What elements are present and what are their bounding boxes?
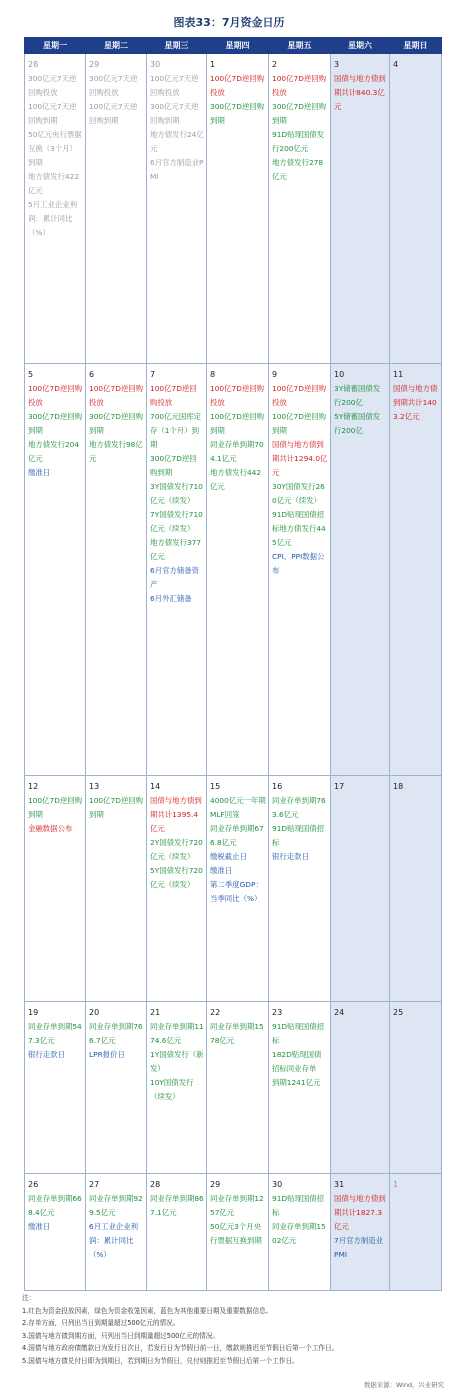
- calendar-event: 国债与地方债到期共计1294.0亿元: [272, 440, 328, 477]
- calendar-event: 缴税截止日: [210, 852, 247, 861]
- calendar-day-cell: [147, 54, 207, 364]
- calendar-event: 100亿7D逆回购投放: [272, 74, 327, 97]
- calendar-event: 1Y国债发行（新发）: [150, 1050, 204, 1073]
- calendar-week-row: [25, 776, 442, 1002]
- calendar-week-row: [25, 364, 442, 776]
- calendar-event: LPR报价日: [89, 1050, 125, 1059]
- calendar-event: 银行走款日: [28, 1050, 65, 1059]
- day-number: 11: [393, 370, 404, 379]
- day-number: 12: [28, 782, 39, 791]
- notes: [22, 1292, 442, 1367]
- note-line: 1.红色为资金投放因素，绿色为资金收笼因素，蓝色为其他重要日期及重要数据信息。: [22, 1306, 273, 1315]
- day-number: 10: [334, 370, 345, 379]
- calendar-day-cell: [25, 1174, 86, 1291]
- day-number: 1: [393, 1180, 399, 1189]
- weekday-header: 星期四: [207, 38, 269, 54]
- calendar-day-cell: [390, 1002, 442, 1174]
- day-number: 2: [272, 60, 278, 69]
- calendar-event: 300亿7D逆回购到期: [89, 412, 144, 435]
- weekday-header: 星期六: [331, 38, 390, 54]
- calendar-event: 3Y储蓄国债发行200亿: [334, 384, 381, 407]
- day-number: 23: [272, 1008, 283, 1017]
- calendar-event: 第二季度GDP：当季同比（%）: [210, 880, 263, 903]
- calendar-day-cell: [25, 776, 86, 1002]
- day-number: 31: [334, 1180, 345, 1189]
- day-number: 6: [89, 370, 95, 379]
- calendar-day-cell: [147, 1002, 207, 1174]
- calendar-day-cell: [331, 1174, 390, 1291]
- calendar-event: 国债与地方债到期共计840.3亿元: [334, 74, 386, 111]
- source-note: 数据来源：Wind，兴业研究: [364, 1381, 444, 1389]
- calendar-event: 4000亿元一年期MLF回笼: [210, 796, 266, 819]
- calendar-event: 同业存单到期1174.6亿元: [150, 1022, 204, 1045]
- calendar-event: 300亿7D逆回购到期: [272, 102, 327, 125]
- calendar-event: 国债与地方债到期共计1827.3亿元: [334, 1194, 386, 1231]
- day-number: 24: [334, 1008, 345, 1017]
- day-number: 4: [393, 60, 399, 69]
- day-number: 8: [210, 370, 216, 379]
- calendar-event: 100亿7D逆回购投放: [210, 384, 265, 407]
- calendar-day-cell: [86, 54, 147, 364]
- calendar-event: 同业存单到期766.7亿元: [89, 1022, 143, 1045]
- calendar-event: 缴准日: [28, 1222, 51, 1231]
- calendar-day-cell: [86, 1174, 147, 1291]
- weekday-header: 星期日: [390, 38, 442, 54]
- note-line: 5.国债与地方债兑付日即为到期日，若到期日为节假日，兑付则推迟至节假日后第一个工作日。: [22, 1356, 299, 1365]
- calendar-table: [24, 37, 442, 1291]
- calendar-event: 91D贴现国债发行200亿元: [272, 130, 325, 153]
- page-title: 图表33：7月资金日历: [173, 16, 285, 29]
- notes-heading: 注：: [22, 1294, 36, 1302]
- day-number: 7: [150, 370, 156, 379]
- calendar-day-cell: [207, 1002, 269, 1174]
- day-number: 29: [89, 60, 100, 69]
- calendar-event: 100亿7D逆回购投放: [89, 384, 144, 407]
- calendar-event: 缴准日: [28, 468, 51, 477]
- calendar-event: 同业存单到期704.1亿元: [210, 440, 264, 463]
- calendar-event: 100亿元7天逆回购到期: [89, 102, 138, 125]
- day-number: 28: [150, 1180, 161, 1189]
- calendar-event: 6月工业企业利润：累计同比（%）: [89, 1222, 139, 1259]
- weekday-header: 星期一: [25, 38, 86, 54]
- calendar-event: 2Y国债发行720亿元（续发）: [150, 838, 203, 861]
- calendar-event: 300亿7D逆回购到期: [150, 454, 197, 477]
- calendar-event: 700亿元国库定存（1个月）到期: [150, 412, 202, 449]
- calendar-event: 同业存单到期668.4亿元: [28, 1194, 82, 1217]
- calendar-event: 5月工业企业利润：累计同比（%）: [28, 200, 78, 237]
- calendar-event: 300亿7D逆回购到期: [28, 412, 83, 435]
- calendar-event: 5Y储蓄国债发行200亿: [334, 412, 381, 435]
- calendar-event: 国债与地方债到期共计1395.4亿元: [150, 796, 202, 833]
- calendar-day-cell: [147, 1174, 207, 1291]
- calendar-event: 100亿7D逆回购投放: [28, 384, 83, 407]
- day-number: 28: [28, 60, 39, 69]
- calendar-day-cell: [207, 54, 269, 364]
- day-number: 5: [28, 370, 34, 379]
- calendar-event: 金融数据公布: [28, 824, 73, 833]
- day-number: 20: [89, 1008, 100, 1017]
- calendar-event: 100亿7D逆回购到期: [89, 796, 144, 819]
- calendar-day-cell: [25, 364, 86, 776]
- calendar-day-cell: [331, 776, 390, 1002]
- calendar-day-cell: [147, 776, 207, 1002]
- calendar-event: 地方债发行377亿元: [150, 538, 202, 561]
- calendar-event: 6月官方制造业PMI: [150, 158, 204, 181]
- calendar-day-cell: [269, 1174, 331, 1291]
- note-line: 3.国债与地方债到期方面，只列出当日到期量超过500亿元的情况。: [22, 1331, 219, 1340]
- day-number: 30: [272, 1180, 283, 1189]
- calendar-event: 到期1241亿元: [272, 1078, 321, 1087]
- calendar-event: 182D贴现国债招标同业存单: [272, 1050, 322, 1073]
- day-number: 18: [393, 782, 404, 791]
- calendar-event: 100亿元7天逆回购到期: [28, 102, 77, 125]
- calendar-day-cell: [390, 364, 442, 776]
- calendar-day-cell: [86, 1002, 147, 1174]
- calendar-event: 3Y国债发行710亿元（续发）: [150, 482, 203, 505]
- calendar-event: 6月外汇储备: [150, 594, 192, 603]
- calendar-day-cell: [269, 54, 331, 364]
- calendar-body: [25, 54, 442, 1291]
- weekday-header-row: [25, 38, 442, 54]
- calendar-event: 100亿7D逆回购到期: [272, 412, 327, 435]
- calendar-event: 100亿7D逆回购到期: [210, 412, 265, 435]
- calendar-event: 地方债发行204亿元: [28, 440, 80, 463]
- day-number: 25: [393, 1008, 404, 1017]
- calendar-day-cell: [269, 1002, 331, 1174]
- calendar-event: 300亿7D逆回购到期: [210, 102, 265, 125]
- calendar-event: 同业存单到期929.5亿元: [89, 1194, 143, 1217]
- day-number: 19: [28, 1008, 39, 1017]
- day-number: 17: [334, 782, 345, 791]
- calendar-event: 100亿7D逆回购投放: [150, 384, 197, 407]
- calendar-event: 同业存单到期867.1亿元: [150, 1194, 204, 1217]
- calendar-event: 91D贴现国债招标: [272, 1022, 325, 1045]
- day-number: 3: [334, 60, 340, 69]
- calendar-day-cell: [86, 776, 147, 1002]
- calendar-day-cell: [25, 1002, 86, 1174]
- calendar-event: CPI、PPI数据公布: [272, 552, 325, 575]
- calendar-event: 100亿7D逆回购投放: [272, 384, 327, 407]
- note-line: 2.存单方面，只列出当日到期量超过500亿元的情况。: [22, 1319, 180, 1327]
- calendar-event: 地方债发行278亿元: [272, 158, 324, 181]
- calendar-event: 300亿元7天逆回购投放: [28, 74, 77, 97]
- calendar-event: 300亿元7天逆回购到期: [150, 102, 199, 125]
- day-number: 14: [150, 782, 161, 791]
- calendar-day-cell: [269, 364, 331, 776]
- day-number: 30: [150, 60, 161, 69]
- calendar-day-cell: [390, 776, 442, 1002]
- calendar-day-cell: [147, 364, 207, 776]
- day-number: 13: [89, 782, 100, 791]
- calendar-day-cell: [390, 54, 442, 364]
- calendar-week-row: [25, 1002, 442, 1174]
- calendar-event: 6月官方储备资产: [150, 566, 200, 589]
- calendar-event: 地方债发行98亿元: [89, 440, 143, 463]
- calendar-event: 300亿元7天逆回购投放: [89, 74, 138, 97]
- day-number: 26: [28, 1180, 39, 1189]
- day-number: 9: [272, 370, 278, 379]
- calendar-day-cell: [86, 364, 147, 776]
- calendar-event: 100亿元7天逆回购投放: [150, 74, 199, 97]
- calendar-week-row: [25, 54, 442, 364]
- weekday-header: 星期三: [147, 38, 207, 54]
- calendar-event: 50亿元央行票据互换（3个月）到期: [28, 130, 82, 167]
- calendar-event: 100亿7D逆回购到期: [28, 796, 83, 819]
- calendar-day-cell: [331, 54, 390, 364]
- day-number: 21: [150, 1008, 161, 1017]
- calendar-event: 同业存单到期1257亿元: [210, 1194, 264, 1217]
- day-number: 22: [210, 1008, 221, 1017]
- day-number: 16: [272, 782, 283, 791]
- calendar-event: 同业存单到期1502亿元: [272, 1222, 326, 1245]
- calendar-event: 同业存单到期676.8亿元: [210, 824, 264, 847]
- calendar-day-cell: [269, 776, 331, 1002]
- calendar-event: 30Y国债发行260亿元（续发）: [272, 482, 325, 505]
- calendar-event: 地方债发行24亿元: [150, 130, 204, 153]
- calendar-event: 地方债发行422亿元: [28, 172, 80, 195]
- day-number: 1: [210, 60, 216, 69]
- calendar-day-cell: [207, 776, 269, 1002]
- calendar-event: 国债与地方债到期共计1403.2亿元: [393, 384, 438, 421]
- calendar-event: 10Y国债发行（续发）: [150, 1078, 194, 1101]
- calendar-day-cell: [331, 1002, 390, 1174]
- calendar-week-row: [25, 1174, 442, 1291]
- calendar-day-cell: [390, 1174, 442, 1291]
- day-number: 27: [89, 1180, 100, 1189]
- calendar-event: 5Y国债发行720亿元（续发）: [150, 866, 203, 889]
- calendar-event: 100亿7D逆回购投放: [210, 74, 265, 97]
- calendar-day-cell: [207, 1174, 269, 1291]
- calendar-event: 91D贴现国债招标: [272, 824, 325, 847]
- calendar-event: 同业存单到期1578亿元: [210, 1022, 264, 1045]
- calendar-day-cell: [25, 54, 86, 364]
- calendar-event: 银行走款日: [272, 852, 309, 861]
- calendar-event: 地方债发行442亿元: [210, 468, 262, 491]
- calendar-event: 91D贴现国债招标: [272, 1194, 325, 1217]
- calendar-event: 同业存单到期547.3亿元: [28, 1022, 82, 1045]
- calendar-day-cell: [331, 364, 390, 776]
- calendar-event: 7月官方制造业PMI: [334, 1236, 384, 1259]
- calendar-event: 7Y国债发行710亿元（续发）: [150, 510, 203, 533]
- calendar-event: 91D贴现国债招标地方债发行445亿元: [272, 510, 326, 547]
- calendar-day-cell: [207, 364, 269, 776]
- weekday-header: 星期五: [269, 38, 331, 54]
- calendar-event: 同业存单到期763.6亿元: [272, 796, 326, 819]
- calendar-event: 50亿元3个月央行票据互换到期: [210, 1222, 262, 1245]
- day-number: 15: [210, 782, 221, 791]
- note-line: 4.国债与地方政府债缴款日为发行日次日，若发行日为节假日前一日，缴款则推迟至节假日后第一个工作日。: [22, 1344, 339, 1352]
- weekday-header: 星期二: [86, 38, 147, 54]
- day-number: 29: [210, 1180, 221, 1189]
- calendar-event: 缴准日: [210, 866, 233, 875]
